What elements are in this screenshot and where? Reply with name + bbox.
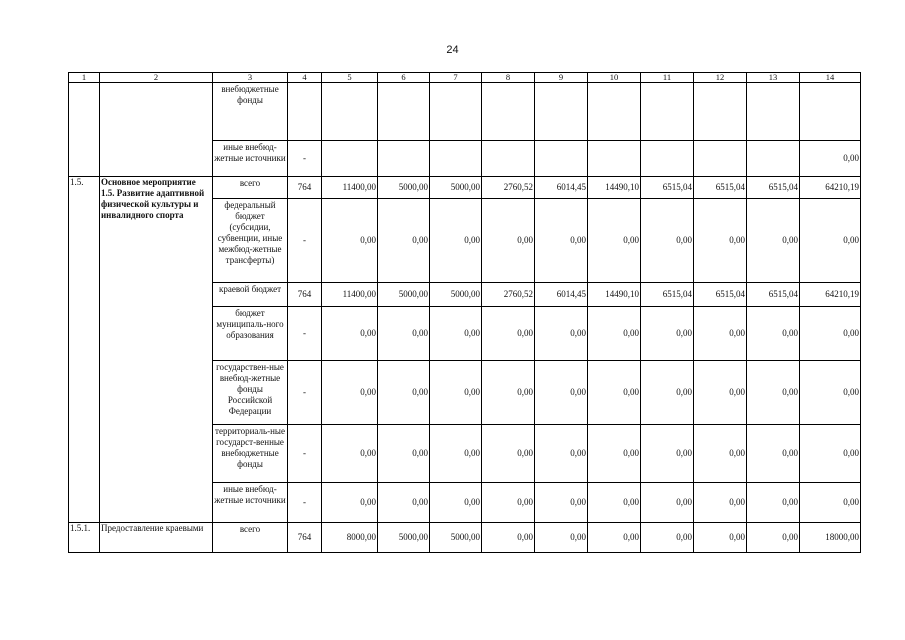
value-cell: 0,00: [800, 483, 861, 523]
value-cell: 0,00: [535, 483, 588, 523]
value-cell: 0,00: [430, 199, 482, 283]
column-number: 8: [482, 73, 535, 83]
value-cell: 0,00: [800, 425, 861, 483]
table-row: [69, 83, 861, 141]
value-cell: 0,00: [322, 483, 378, 523]
code-cell: 764: [288, 523, 322, 553]
value-cell: [747, 141, 800, 177]
value-cell: 5000,00: [430, 177, 482, 199]
value-cell: 0,00: [378, 483, 430, 523]
funding-source: краевой бюджет: [213, 283, 288, 307]
code-cell: -: [288, 361, 322, 425]
funding-source: всего: [213, 177, 288, 199]
value-cell: [482, 141, 535, 177]
value-cell: 0,00: [694, 425, 747, 483]
measure-name-text: Предоставление краевыми: [101, 523, 204, 533]
column-number: 11: [641, 73, 694, 83]
value-cell: 0,00: [694, 361, 747, 425]
table-row: [69, 177, 861, 199]
value-cell: [535, 141, 588, 177]
funding-source: внебюджетные фонды: [213, 83, 288, 141]
measure-name: [100, 523, 213, 553]
value-cell: 0,00: [482, 307, 535, 361]
row-number: 1.5.1.: [69, 523, 100, 553]
value-cell: 0,00: [378, 199, 430, 283]
value-cell: 0,00: [535, 425, 588, 483]
funding-source: государствен-ные внебюд-жетные фонды Российской Федерации: [213, 361, 288, 425]
value-cell: 2760,52: [482, 177, 535, 199]
value-cell: 0,00: [588, 425, 641, 483]
row-number: [69, 83, 100, 177]
value-cell: [378, 141, 430, 177]
column-number: 4: [288, 73, 322, 83]
value-cell: 5000,00: [378, 523, 430, 553]
value-cell: 11400,00: [322, 177, 378, 199]
value-cell: [588, 83, 641, 141]
column-number: 2: [100, 73, 213, 83]
value-cell: 0,00: [482, 523, 535, 553]
value-cell: 0,00: [430, 483, 482, 523]
value-cell: 0,00: [535, 361, 588, 425]
measure-name-text: Основное мероприятие 1.5. Развитие адаптивной физической культуры и инвалидного спорта: [101, 177, 205, 220]
value-cell: 0,00: [641, 361, 694, 425]
value-cell: 0,00: [747, 307, 800, 361]
value-cell: 0,00: [747, 483, 800, 523]
value-cell: 0,00: [482, 483, 535, 523]
column-number: 6: [378, 73, 430, 83]
funding-source: иные внебюд-жетные источники: [213, 483, 288, 523]
column-number: 3: [213, 73, 288, 83]
value-cell: 0,00: [430, 361, 482, 425]
value-cell: 0,00: [641, 307, 694, 361]
value-cell: 0,00: [747, 425, 800, 483]
value-cell: 0,00: [588, 361, 641, 425]
value-cell: 0,00: [800, 307, 861, 361]
value-cell: 6515,04: [694, 283, 747, 307]
value-cell: [535, 83, 588, 141]
measure-name: [100, 177, 213, 523]
value-cell: [430, 83, 482, 141]
column-number: 10: [588, 73, 641, 83]
column-number: 12: [694, 73, 747, 83]
code-cell: -: [288, 307, 322, 361]
value-cell: [378, 83, 430, 141]
value-cell: 64210,19: [800, 283, 861, 307]
budget-table: [68, 72, 861, 553]
funding-source: иные внебюд-жетные источники: [213, 141, 288, 177]
funding-source: территориаль-ные государст-венные внебюджетные фонды: [213, 425, 288, 483]
value-cell: 0,00: [747, 523, 800, 553]
value-cell: 6515,04: [641, 177, 694, 199]
value-cell: 6515,04: [641, 283, 694, 307]
value-cell: 6515,04: [747, 283, 800, 307]
value-cell: 0,00: [747, 199, 800, 283]
column-number: 13: [747, 73, 800, 83]
code-cell: -: [288, 141, 322, 177]
value-cell: 0,00: [535, 307, 588, 361]
value-cell: 8000,00: [322, 523, 378, 553]
measure-name: [100, 83, 213, 177]
value-cell: [482, 83, 535, 141]
code-cell: -: [288, 199, 322, 283]
value-cell: 6515,04: [694, 177, 747, 199]
code-cell: 764: [288, 177, 322, 199]
value-cell: 5000,00: [378, 177, 430, 199]
value-cell: 5000,00: [430, 283, 482, 307]
value-cell: 0,00: [535, 199, 588, 283]
value-cell: [430, 141, 482, 177]
value-cell: 0,00: [588, 523, 641, 553]
value-cell: 0,00: [535, 523, 588, 553]
value-cell: 6014,45: [535, 177, 588, 199]
value-cell: 0,00: [588, 307, 641, 361]
value-cell: [588, 141, 641, 177]
value-cell: 2760,52: [482, 283, 535, 307]
value-cell: 11400,00: [322, 283, 378, 307]
code-cell: -: [288, 425, 322, 483]
column-number-row: [69, 73, 861, 83]
value-cell: 64210,19: [800, 177, 861, 199]
column-number: 14: [800, 73, 861, 83]
value-cell: 0,00: [694, 523, 747, 553]
value-cell: 0,00: [694, 199, 747, 283]
value-cell: 0,00: [322, 425, 378, 483]
value-cell: 0,00: [378, 361, 430, 425]
value-cell: [641, 141, 694, 177]
value-cell: 0,00: [641, 199, 694, 283]
column-number: 5: [322, 73, 378, 83]
value-cell: [694, 141, 747, 177]
value-cell: 0,00: [800, 361, 861, 425]
value-cell: 0,00: [482, 199, 535, 283]
funding-source: федеральный бюджет (субсидии, субвенции, иные межбюд-жетные трансферты): [213, 199, 288, 283]
value-cell: 0,00: [800, 141, 861, 177]
column-number: 1: [69, 73, 100, 83]
funding-source: бюджет муниципаль-ного образования: [213, 307, 288, 361]
value-cell: 0,00: [694, 307, 747, 361]
value-cell: 6515,04: [747, 177, 800, 199]
code-cell: -: [288, 483, 322, 523]
value-cell: [747, 83, 800, 141]
value-cell: 0,00: [322, 361, 378, 425]
value-cell: 0,00: [588, 483, 641, 523]
value-cell: 0,00: [800, 199, 861, 283]
value-cell: 0,00: [430, 425, 482, 483]
value-cell: 0,00: [378, 307, 430, 361]
value-cell: 0,00: [588, 199, 641, 283]
value-cell: 14490,10: [588, 283, 641, 307]
value-cell: 0,00: [322, 199, 378, 283]
value-cell: 0,00: [747, 361, 800, 425]
value-cell: [694, 83, 747, 141]
value-cell: [322, 141, 378, 177]
column-number: 9: [535, 73, 588, 83]
value-cell: 5000,00: [378, 283, 430, 307]
table-row: [69, 523, 861, 553]
value-cell: 0,00: [694, 483, 747, 523]
value-cell: 0,00: [482, 425, 535, 483]
funding-source: всего: [213, 523, 288, 553]
row-number: 1.5.: [69, 177, 100, 523]
value-cell: 18000,00: [800, 523, 861, 553]
value-cell: 5000,00: [430, 523, 482, 553]
value-cell: 0,00: [430, 307, 482, 361]
value-cell: 6014,45: [535, 283, 588, 307]
value-cell: 14490,10: [588, 177, 641, 199]
value-cell: [800, 83, 861, 141]
value-cell: 0,00: [641, 425, 694, 483]
value-cell: 0,00: [641, 483, 694, 523]
value-cell: 0,00: [322, 307, 378, 361]
value-cell: 0,00: [378, 425, 430, 483]
value-cell: [641, 83, 694, 141]
value-cell: 0,00: [482, 361, 535, 425]
page-number: 24: [446, 44, 459, 56]
value-cell: 0,00: [641, 523, 694, 553]
code-cell: [288, 83, 322, 141]
code-cell: 764: [288, 283, 322, 307]
value-cell: [322, 83, 378, 141]
column-number: 7: [430, 73, 482, 83]
